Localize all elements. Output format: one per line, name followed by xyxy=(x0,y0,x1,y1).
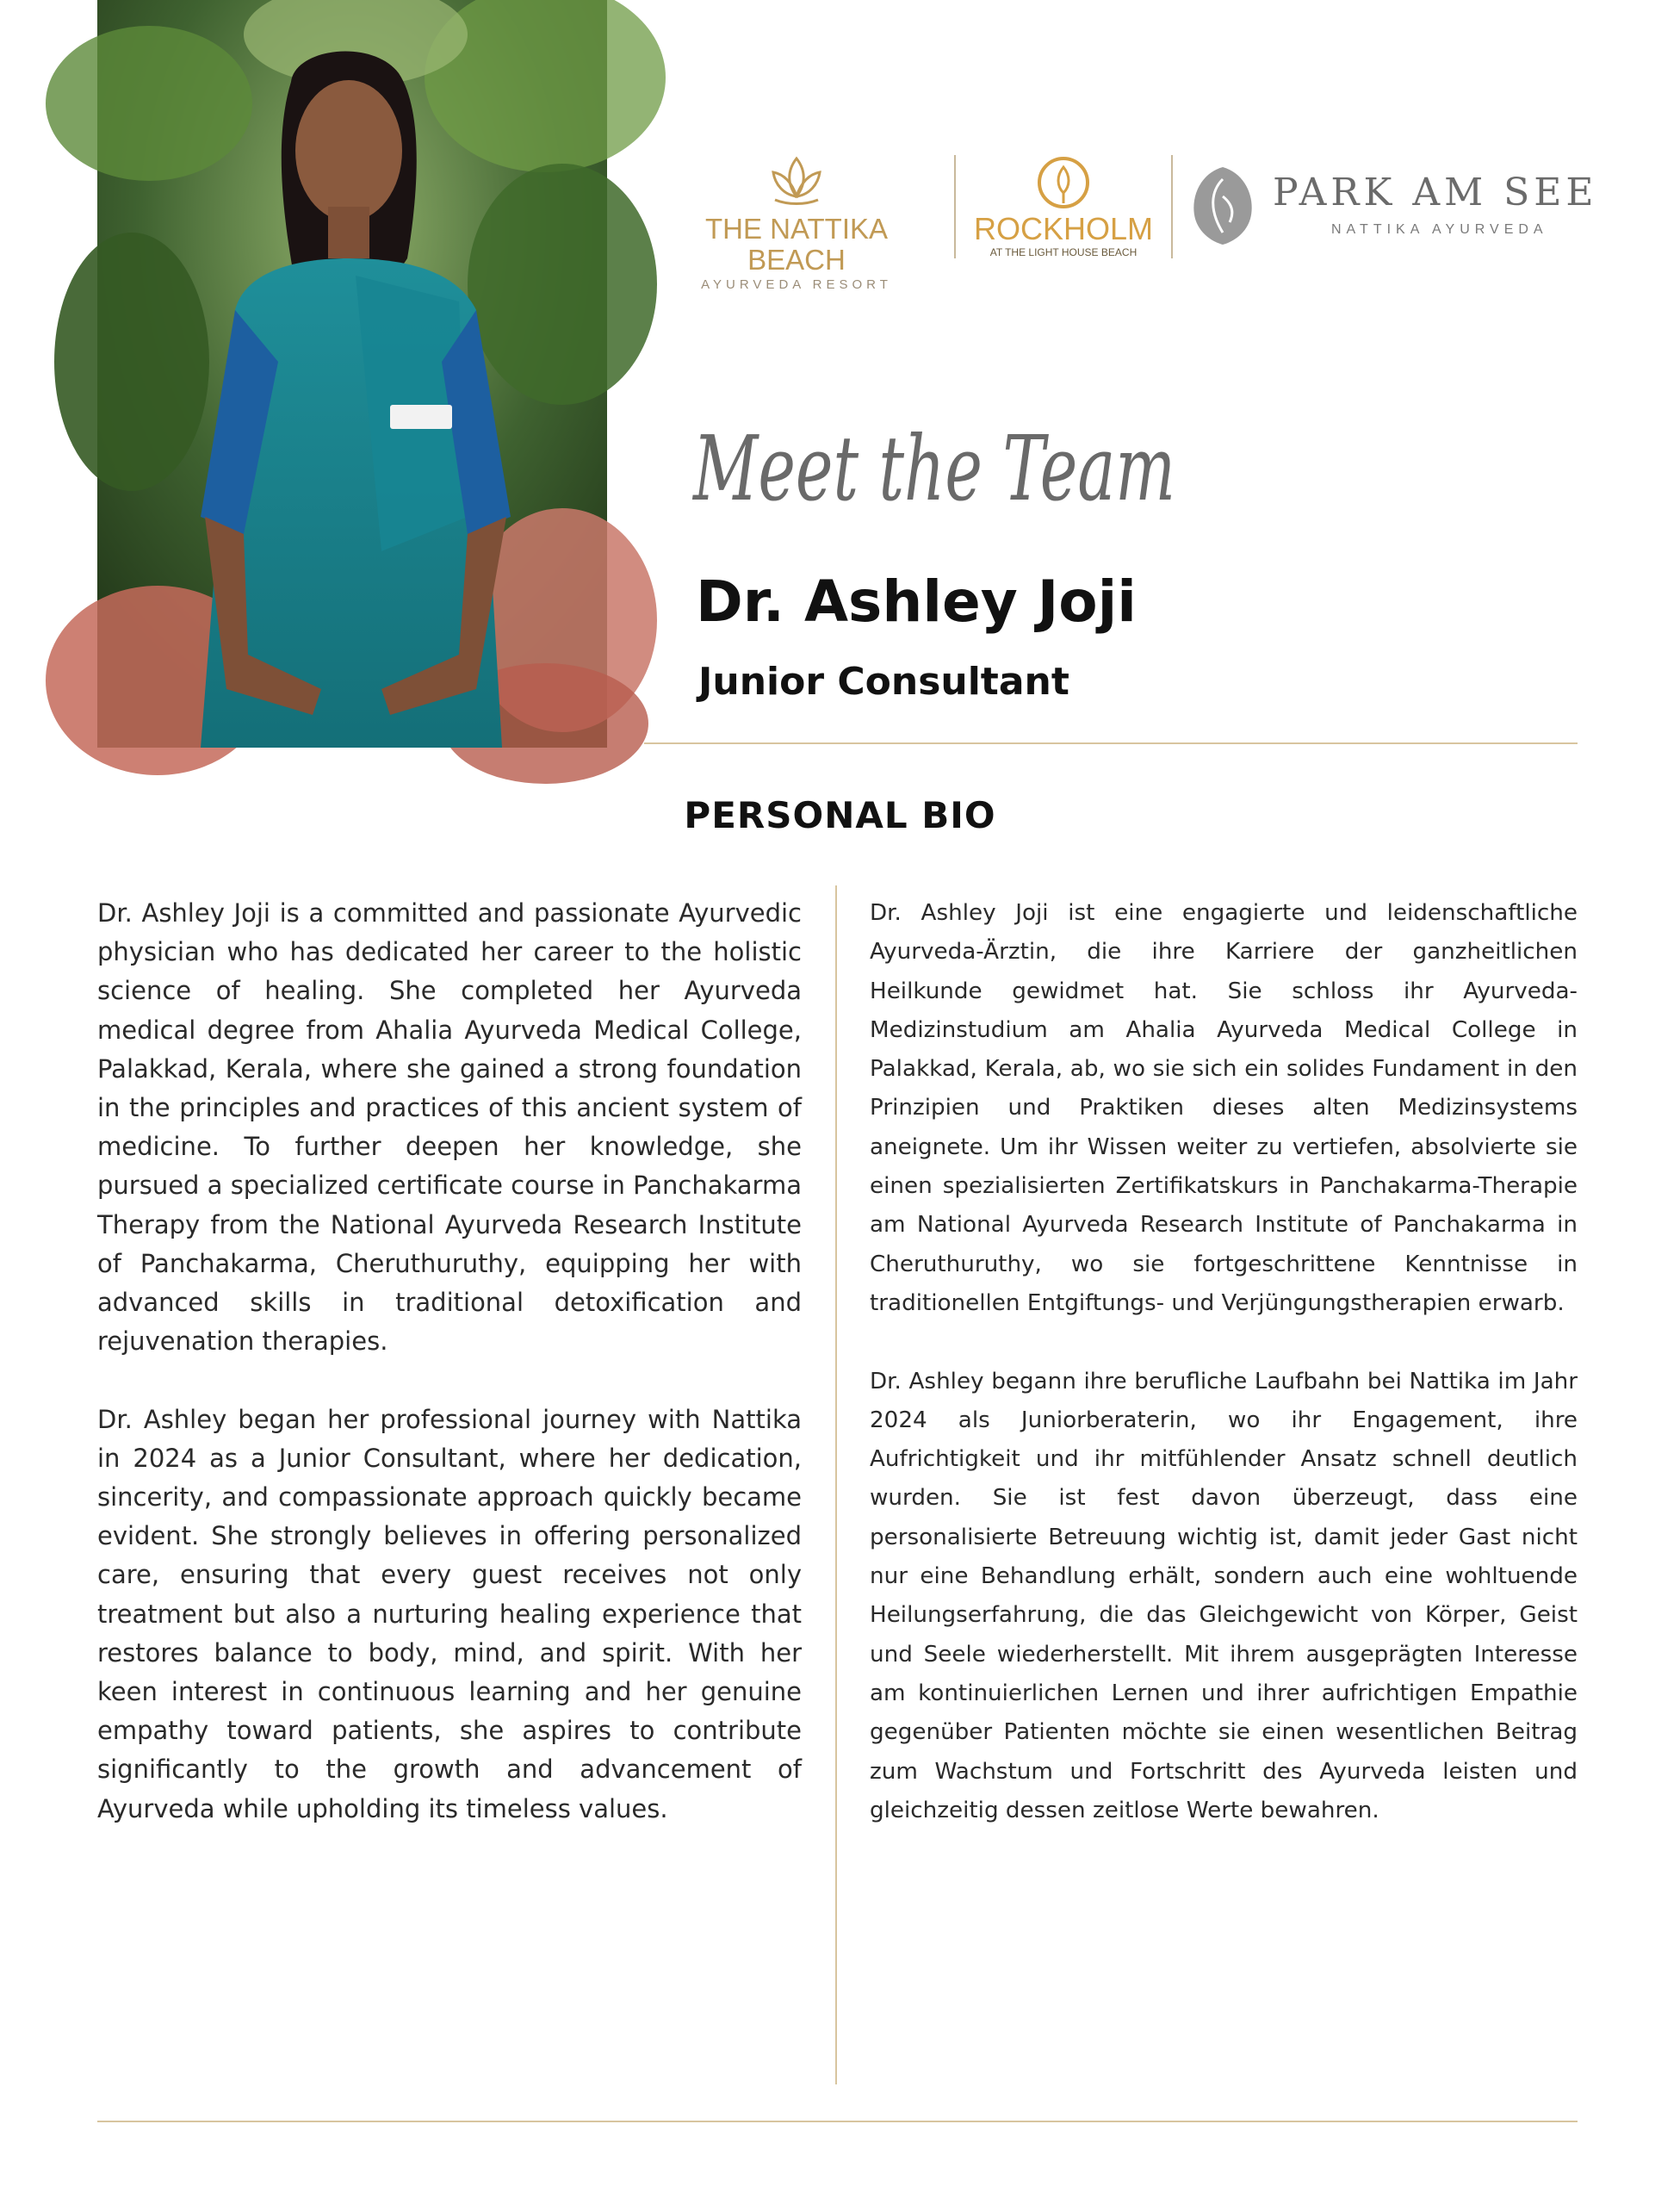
leaf-icon xyxy=(1187,162,1259,248)
nattika-beach-logo xyxy=(654,155,939,292)
bio-en-paragraph: Dr. Ashley Joji is a committed and passionate Ayurvedic physician who has dedicated her career to the holistic science of healing. She completed her Ayurveda medical degree from Ahalia Ayurveda Medical College, Palakkad, Kerala, where she gained a strong foundation in the principles and practices of this ancient system of medicine. To further deepen her knowledge, she pursued a specialized certificate course in Panchakarma Therapy from the National Ayurveda Research Institute of Panchakarma, Cheruthuruthy, equipping her with advanced skills in traditional detoxification and rejuvenation therapies. xyxy=(97,898,802,1357)
meet-the-team-heading xyxy=(693,396,1210,551)
section-title: PERSONAL BIO xyxy=(684,794,996,836)
lotus-icon xyxy=(766,155,827,208)
rockholm-logo-sub: AT THE LIGHT HOUSE BEACH xyxy=(989,246,1138,258)
bio-de-paragraph: Dr. Ashley begann ihre berufliche Laufbahn bei Nattika im Jahr 2024 als Juniorberaterin, wo ihr Engagement, ihre Aufrichtigkeit und ihr mitfühlender Ansatz schnell deutlich wurden. Sie ist fest davon überzeugt, dass eine personalisierte Betreuung wichtig ist, damit jeder Gast nicht nur eine Behandlung erhält, sondern auch eine wohltuende Heilungserfahrung, die das Gleichgewicht von Körper, Geist und Seele wiederherstellt. Mit ihrem ausgeprägten Interesse am kontinuierlichen Lernen und ihrer aufrichtigen Empathie gegenüber Patienten möchte sie einen wesentlichen Beitrag zum Wachstum und Fortschritt des Ayurveda leisten und gleichzeitig dessen zeitlose Werte bewahren. xyxy=(870,1368,1578,1823)
meet-the-team-text: Meet the Team xyxy=(691,416,1175,521)
logo-divider xyxy=(1171,155,1173,258)
nattika-logo-name: THE NATTIKA BEACH xyxy=(704,213,889,276)
rockholm-logo xyxy=(964,155,1162,258)
park-logo-name: PARK AM SEE xyxy=(1273,171,1598,214)
brand-logos xyxy=(654,146,1598,292)
bio-de-paragraph: Dr. Ashley Joji ist eine engagierte und leidenschaftliche Ayurveda-Ärztin, die ihre Karriere der ganzheitlichen Heilkunde gewidmet hat. Sie schloss ihr Ayurveda-Medizinstudium am Ahalia Ayurveda Medical College in Palakkad, Kerala, ab, wo sie sich ein solides Fundament in den Prinzipien und Praktiken dieses alten Medizinsystems aneignete. Um ihr Wissen weiter zu vertiefen, absolvierte sie einen spezialisierten Zertifikatskurs in Panchakarma-Therapie am National Ayurveda Research Institute of Panchakarma in Cheruthuruthy, wo sie fortgeschrittene Kenntnisse in traditionellen Entgiftungs- und Verjüngungstherapien erwarb. xyxy=(870,900,1578,1316)
column-divider xyxy=(835,885,837,2084)
doctor-name: Dr. Ashley Joji xyxy=(696,568,1137,635)
park-logo-sub: NATTIKA AYURVEDA xyxy=(1331,222,1548,237)
bio-german xyxy=(870,894,1578,1830)
doctor-photo xyxy=(97,0,607,748)
doctor-position: Junior Consultant xyxy=(698,660,1069,704)
nattika-logo-sub: AYURVEDA RESORT xyxy=(701,277,892,292)
park-am-see-logo xyxy=(1187,162,1598,257)
rockholm-logo-name: ROCKHOLM xyxy=(973,211,1154,246)
footer-divider xyxy=(97,2121,1578,2122)
rockholm-emblem-icon xyxy=(1036,155,1091,210)
bio-en-paragraph: Dr. Ashley began her professional journey with Nattika in 2024 as a Junior Consultant, where her dedication, sincerity, and compassionate approach quickly became evident. She strongly believes in offering personalized care, ensuring that every guest receives not only treatment but also a nurturing healing experience that restores balance to body, mind, and spirit. With her keen interest in continuous learning and her genuine empathy toward patients, she aspires to contribute significantly to the growth and advancement of Ayurveda while upholding its timeless values. xyxy=(97,1404,802,1823)
header-divider xyxy=(644,742,1578,744)
logo-divider xyxy=(954,155,956,258)
bio-english xyxy=(97,894,802,1829)
